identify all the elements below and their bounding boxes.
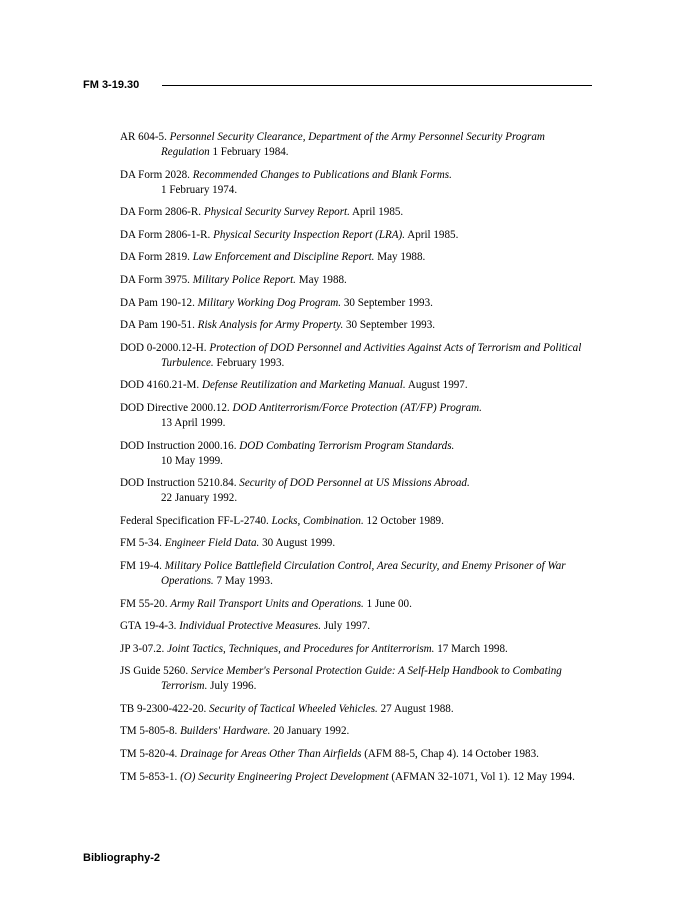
bibliography-entry: [120, 514, 590, 529]
entry-reference: DOD 0-2000.12-H.: [120, 341, 207, 354]
bibliography-entry: [120, 250, 590, 265]
entry-title: Military Working Dog Program.: [197, 296, 342, 309]
entry-tail: May 1988.: [377, 251, 426, 264]
entry-tail: 13 April 1999.: [161, 416, 226, 429]
bibliography-entry: [120, 476, 590, 506]
entry-tail: 30 September 1993.: [346, 319, 436, 332]
bibliography-entry: [120, 536, 590, 551]
bibliography-entry: [120, 770, 590, 785]
bibliography-entry: [120, 747, 590, 762]
bibliography-entry: [120, 724, 590, 739]
entry-title: Defense Reutilization and Marketing Manual.: [201, 379, 406, 392]
bibliography-entry: [120, 559, 590, 589]
entry-tail: (AFMAN 32-1071, Vol 1). 12 May 1994.: [391, 770, 575, 783]
entry-title: Protection of DOD Personnel and Activities Against Acts of Terrorism and Political Turbulence.: [161, 341, 582, 369]
entry-title: DOD Combating Terrorism Program Standards.: [239, 439, 455, 452]
bibliography-entry: [120, 168, 590, 198]
entry-title: Physical Security Inspection Report (LRA).: [213, 228, 406, 241]
bibliography-entry: [120, 130, 590, 160]
entry-reference: DA Form 3975.: [120, 273, 190, 286]
entry-tail: 22 January 1992.: [161, 492, 238, 505]
entry-reference: DA Form 2819.: [120, 251, 190, 264]
entry-reference: TM 5-853-1.: [120, 770, 178, 783]
bibliography-entry: [120, 228, 590, 243]
entry-reference: DOD Instruction 2000.16.: [120, 439, 237, 452]
entry-title: Engineer Field Data.: [164, 537, 260, 550]
entry-tail: 17 March 1998.: [437, 642, 508, 655]
entry-tail: 1 June 00.: [366, 597, 412, 610]
bibliography-entry: [120, 341, 590, 371]
header-rule: [162, 85, 592, 86]
entry-title: Builders' Hardware.: [180, 725, 271, 738]
entry-reference: AR 604-5.: [120, 131, 167, 143]
entry-tail: 7 May 1993.: [216, 574, 273, 587]
entry-title: Military Police Report.: [192, 273, 296, 286]
entry-tail: February 1993.: [216, 356, 285, 369]
entry-title: Individual Protective Measures.: [179, 620, 322, 633]
entry-reference: TB 9-2300-422-20.: [120, 702, 207, 715]
entry-title: Security of Tactical Wheeled Vehicles.: [209, 702, 378, 715]
entry-title: Locks, Combination.: [271, 514, 364, 527]
entry-reference: DA Form 2806-1-R.: [120, 228, 211, 241]
entry-tail: 30 September 1993.: [343, 296, 433, 309]
bibliography-entry: [120, 378, 590, 393]
bibliography-entry: [120, 318, 590, 333]
page-header-label: FM 3-19.30: [83, 79, 140, 91]
entry-title: Joint Tactics, Techniques, and Procedures for Antiterrorism.: [167, 642, 435, 655]
entry-reference: DA Pam 190-12.: [120, 296, 195, 309]
bibliography-entry: [120, 439, 590, 469]
entry-tail: April 1985.: [407, 228, 459, 241]
entry-title: DOD Antiterrorism/Force Protection (AT/FP) Program.: [232, 401, 482, 414]
entry-reference: DOD Instruction 5210.84.: [120, 477, 237, 490]
entry-title: Service Member's Personal Protection Guide: A Self-Help Handbook to Combating Terrorism.: [161, 665, 562, 693]
bibliography-entry: [120, 205, 590, 220]
entry-reference: DOD 4160.21-M.: [120, 379, 200, 392]
entry-title: Personnel Security Clearance, Department of the Army Personnel Security Program Regulation: [161, 131, 545, 158]
bibliography-entry: [120, 401, 590, 431]
bibliography-entry: [120, 597, 590, 612]
bibliography-entry: [120, 273, 590, 288]
page-footer-label: Bibliography-2: [83, 852, 161, 864]
entry-title: Security of DOD Personnel at US Missions Abroad.: [239, 477, 470, 490]
entry-reference: JS Guide 5260.: [120, 665, 189, 678]
bibliography-entry: [120, 296, 590, 311]
entry-title: Recommended Changes to Publications and Blank Forms.: [192, 168, 452, 181]
entry-reference: TM 5-805-8.: [120, 725, 178, 738]
entry-tail: August 1997.: [407, 379, 468, 392]
entry-tail: 10 May 1999.: [161, 454, 223, 467]
entry-title: (O) Security Engineering Project Development: [180, 770, 389, 783]
entry-tail: 1 February 1974.: [161, 183, 238, 196]
entry-reference: DA Form 2806-R.: [120, 206, 202, 219]
entry-tail: July 1996.: [210, 680, 257, 693]
bibliography-list: [120, 130, 590, 792]
entry-title: Military Police Battlefield Circulation Control, Area Security, and Enemy Prisoner of War Operations.: [161, 559, 566, 587]
bibliography-entry: [120, 664, 590, 694]
entry-tail: 27 August 1988.: [380, 702, 454, 715]
entry-tail: 30 August 1999.: [262, 537, 336, 550]
entry-title: Drainage for Areas Other Than Airfields: [180, 748, 362, 761]
bibliography-entry: [120, 702, 590, 717]
entry-tail: May 1988.: [298, 273, 347, 286]
entry-reference: FM 5-34.: [120, 537, 162, 550]
entry-title: Risk Analysis for Army Property.: [197, 319, 344, 332]
entry-reference: FM 19-4.: [120, 559, 162, 572]
bibliography-entry: [120, 619, 590, 634]
entry-reference: Federal Specification FF-L-2740.: [120, 514, 269, 527]
entry-tail: April 1985.: [352, 206, 404, 219]
entry-reference: TM 5-820-4.: [120, 748, 178, 761]
entry-title: Physical Security Survey Report.: [203, 206, 350, 219]
entry-reference: DA Pam 190-51.: [120, 319, 195, 332]
entry-title: Army Rail Transport Units and Operations.: [170, 597, 364, 610]
entry-tail: 12 October 1989.: [366, 514, 444, 527]
entry-tail: 1 February 1984.: [212, 146, 289, 158]
entry-tail: July 1997.: [323, 620, 371, 633]
entry-title: Law Enforcement and Discipline Report.: [192, 251, 375, 264]
entry-reference: FM 55-20.: [120, 597, 168, 610]
entry-reference: GTA 19-4-3.: [120, 620, 177, 633]
entry-tail: (AFM 88-5, Chap 4). 14 October 1983.: [364, 748, 539, 761]
bibliography-entry: [120, 642, 590, 657]
entry-reference: DOD Directive 2000.12.: [120, 401, 230, 414]
entry-reference: DA Form 2028.: [120, 168, 190, 181]
entry-reference: JP 3-07.2.: [120, 642, 165, 655]
entry-tail: 20 January 1992.: [273, 725, 350, 738]
